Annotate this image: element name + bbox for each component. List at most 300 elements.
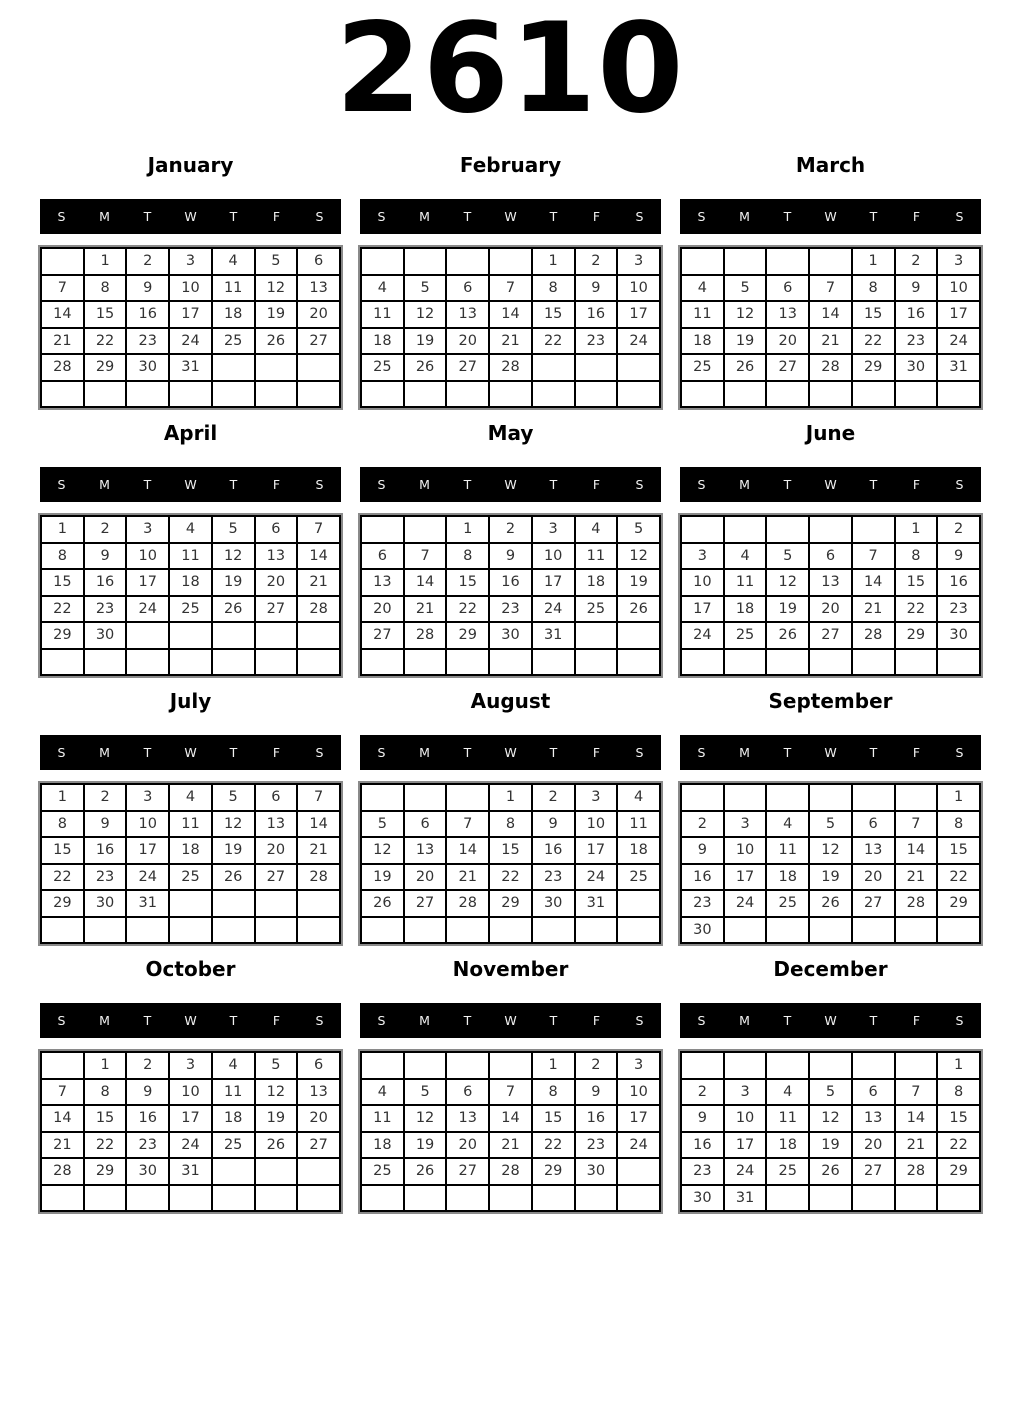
- day-cell: 9: [575, 275, 618, 302]
- weekday-label: S: [315, 477, 324, 492]
- empty-day-cell: [809, 917, 852, 944]
- weekday-label: W: [504, 745, 517, 760]
- day-cell: 28: [41, 1158, 84, 1185]
- day-cell: 19: [361, 864, 404, 891]
- day-cell: 6: [766, 275, 809, 302]
- day-cell: 28: [297, 596, 340, 623]
- week-row: [41, 1105, 340, 1132]
- weekday-label: W: [184, 745, 197, 760]
- week-row: [41, 275, 340, 302]
- day-cell: 25: [169, 596, 212, 623]
- weekday-label: W: [504, 209, 517, 224]
- day-cell: 31: [724, 1185, 767, 1212]
- day-cell: 7: [41, 275, 84, 302]
- empty-day-cell: [895, 784, 938, 811]
- day-cell: 8: [937, 1079, 980, 1106]
- weekday-label: M: [419, 209, 430, 224]
- week-row: [41, 381, 340, 408]
- empty-day-cell: [532, 354, 575, 381]
- week-row: [361, 381, 660, 408]
- day-cell: 9: [575, 1079, 618, 1106]
- week-row: [681, 864, 980, 891]
- empty-day-cell: [852, 1185, 895, 1212]
- empty-day-cell: [617, 1158, 660, 1185]
- day-cell: 9: [532, 811, 575, 838]
- weekday-label: M: [99, 745, 110, 760]
- day-cell: 25: [169, 864, 212, 891]
- empty-day-cell: [169, 381, 212, 408]
- empty-day-cell: [766, 1052, 809, 1079]
- weekday-header-row: [680, 467, 981, 502]
- day-cell: 20: [361, 596, 404, 623]
- empty-day-cell: [212, 354, 255, 381]
- empty-day-cell: [255, 622, 298, 649]
- day-cell: 31: [937, 354, 980, 381]
- day-cell: 29: [532, 1158, 575, 1185]
- day-cell: 23: [895, 328, 938, 355]
- weekday-header-row: [680, 1003, 981, 1038]
- weekday-label: S: [57, 209, 66, 224]
- day-cell: 28: [489, 354, 532, 381]
- day-cell: 10: [681, 569, 724, 596]
- day-cell: 12: [809, 837, 852, 864]
- day-cell: 15: [895, 569, 938, 596]
- week-row: [361, 864, 660, 891]
- weekday-label: T: [549, 745, 558, 760]
- day-cell: 15: [84, 1105, 127, 1132]
- day-cell: 11: [724, 569, 767, 596]
- empty-day-cell: [617, 1185, 660, 1212]
- week-row: [41, 248, 340, 275]
- week-row: [361, 1105, 660, 1132]
- empty-day-cell: [212, 381, 255, 408]
- day-cell: 4: [617, 784, 660, 811]
- week-row: [681, 301, 980, 328]
- weekday-header-row: [360, 735, 661, 770]
- day-cell: 10: [126, 811, 169, 838]
- day-cell: 1: [532, 1052, 575, 1079]
- day-cell: 27: [255, 864, 298, 891]
- empty-day-cell: [724, 381, 767, 408]
- week-row: [361, 354, 660, 381]
- weekday-header-row: [360, 467, 661, 502]
- day-cell: 27: [852, 890, 895, 917]
- day-cell: 4: [766, 811, 809, 838]
- empty-day-cell: [532, 917, 575, 944]
- empty-day-cell: [809, 1052, 852, 1079]
- day-cell: 24: [617, 1132, 660, 1159]
- day-cell: 4: [766, 1079, 809, 1106]
- week-row: [681, 649, 980, 676]
- week-row: [681, 890, 980, 917]
- day-cell: 10: [617, 1079, 660, 1106]
- day-cell: 14: [404, 569, 447, 596]
- day-cell: 8: [84, 1079, 127, 1106]
- weekday-label: T: [463, 1013, 472, 1028]
- day-cell: 6: [809, 543, 852, 570]
- day-cell: 23: [937, 596, 980, 623]
- day-cell: 19: [255, 301, 298, 328]
- empty-day-cell: [361, 917, 404, 944]
- weekday-label: M: [419, 745, 430, 760]
- day-cell: 21: [809, 328, 852, 355]
- day-cell: 2: [895, 248, 938, 275]
- day-cell: 28: [809, 354, 852, 381]
- empty-day-cell: [575, 381, 618, 408]
- day-cell: 8: [41, 543, 84, 570]
- empty-day-cell: [724, 516, 767, 543]
- day-cell: 1: [937, 784, 980, 811]
- weekday-label: S: [57, 745, 66, 760]
- week-row: [361, 1185, 660, 1212]
- weekday-label: S: [635, 209, 644, 224]
- week-row: [41, 569, 340, 596]
- week-row: [41, 543, 340, 570]
- day-cell: 5: [404, 275, 447, 302]
- day-cell: 25: [766, 1158, 809, 1185]
- day-cell: 27: [852, 1158, 895, 1185]
- day-cell: 4: [681, 275, 724, 302]
- empty-day-cell: [169, 890, 212, 917]
- day-cell: 16: [489, 569, 532, 596]
- week-row: [681, 381, 980, 408]
- day-cell: 19: [212, 569, 255, 596]
- day-cell: 10: [126, 543, 169, 570]
- day-cell: 12: [809, 1105, 852, 1132]
- day-cell: 12: [404, 301, 447, 328]
- day-cell: 20: [852, 1132, 895, 1159]
- day-cell: 11: [575, 543, 618, 570]
- day-cell: 24: [169, 328, 212, 355]
- day-cell: 13: [255, 543, 298, 570]
- day-cell: 9: [681, 1105, 724, 1132]
- day-cell: 3: [575, 784, 618, 811]
- day-cell: 22: [489, 864, 532, 891]
- day-cell: 7: [297, 784, 340, 811]
- empty-day-cell: [681, 381, 724, 408]
- weekday-label: T: [463, 745, 472, 760]
- day-cell: 30: [532, 890, 575, 917]
- weekday-label: S: [697, 477, 706, 492]
- day-cell: 11: [212, 1079, 255, 1106]
- weekday-label: S: [635, 1013, 644, 1028]
- day-cell: 15: [937, 1105, 980, 1132]
- weekday-label: S: [635, 477, 644, 492]
- day-cell: 24: [532, 596, 575, 623]
- empty-day-cell: [937, 917, 980, 944]
- day-cell: 20: [852, 864, 895, 891]
- day-cell: 22: [895, 596, 938, 623]
- weekday-header-row: [40, 467, 341, 502]
- day-cell: 22: [937, 1132, 980, 1159]
- week-row: [41, 811, 340, 838]
- day-cell: 14: [297, 543, 340, 570]
- month-block: [680, 958, 981, 1212]
- weekday-label: M: [419, 1013, 430, 1028]
- empty-day-cell: [126, 622, 169, 649]
- empty-day-cell: [361, 1052, 404, 1079]
- day-cell: 7: [297, 516, 340, 543]
- day-cell: 8: [937, 811, 980, 838]
- day-cell: 9: [937, 543, 980, 570]
- empty-day-cell: [255, 354, 298, 381]
- empty-day-cell: [212, 1185, 255, 1212]
- weekday-label: T: [783, 477, 792, 492]
- month-title: November: [452, 957, 569, 981]
- week-row: [361, 622, 660, 649]
- week-row: [361, 516, 660, 543]
- empty-day-cell: [766, 784, 809, 811]
- day-cell: 24: [169, 1132, 212, 1159]
- day-cell: 9: [895, 275, 938, 302]
- day-cell: 17: [937, 301, 980, 328]
- day-cell: 7: [446, 811, 489, 838]
- day-cell: 28: [297, 864, 340, 891]
- month-block: [360, 422, 661, 676]
- day-cell: 23: [84, 864, 127, 891]
- day-cell: 26: [212, 596, 255, 623]
- weekday-label: W: [504, 1013, 517, 1028]
- weekday-label: S: [697, 209, 706, 224]
- empty-day-cell: [255, 381, 298, 408]
- day-cell: 23: [126, 1132, 169, 1159]
- empty-day-cell: [212, 917, 255, 944]
- empty-day-cell: [255, 649, 298, 676]
- week-row: [681, 1132, 980, 1159]
- day-cell: 3: [724, 1079, 767, 1106]
- day-cell: 21: [489, 328, 532, 355]
- day-cell: 21: [41, 1132, 84, 1159]
- day-cell: 23: [681, 1158, 724, 1185]
- day-cell: 31: [532, 622, 575, 649]
- empty-day-cell: [766, 917, 809, 944]
- empty-day-cell: [41, 248, 84, 275]
- day-cell: 5: [617, 516, 660, 543]
- weekday-label: M: [739, 1013, 750, 1028]
- day-cell: 1: [489, 784, 532, 811]
- day-cell: 20: [297, 301, 340, 328]
- empty-day-cell: [489, 1185, 532, 1212]
- day-cell: 5: [809, 811, 852, 838]
- day-cell: 9: [126, 1079, 169, 1106]
- day-cell: 6: [404, 811, 447, 838]
- weekday-label: F: [272, 745, 281, 760]
- day-cell: 17: [617, 1105, 660, 1132]
- empty-day-cell: [84, 917, 127, 944]
- empty-day-cell: [361, 649, 404, 676]
- day-cell: 20: [766, 328, 809, 355]
- month-grid: [360, 247, 661, 408]
- day-cell: 23: [532, 864, 575, 891]
- day-cell: 5: [404, 1079, 447, 1106]
- week-row: [41, 301, 340, 328]
- day-cell: 18: [766, 864, 809, 891]
- weekday-label: M: [99, 209, 110, 224]
- month-block: [360, 690, 661, 944]
- week-row: [41, 354, 340, 381]
- day-cell: 11: [361, 1105, 404, 1132]
- day-cell: 6: [446, 1079, 489, 1106]
- week-row: [681, 1079, 980, 1106]
- day-cell: 3: [126, 516, 169, 543]
- empty-day-cell: [126, 1185, 169, 1212]
- day-cell: 14: [895, 837, 938, 864]
- weekday-label: S: [57, 477, 66, 492]
- weekday-label: T: [869, 477, 878, 492]
- day-cell: 27: [404, 890, 447, 917]
- weekday-label: W: [184, 209, 197, 224]
- day-cell: 16: [681, 1132, 724, 1159]
- day-cell: 17: [532, 569, 575, 596]
- day-cell: 15: [532, 1105, 575, 1132]
- day-cell: 2: [489, 516, 532, 543]
- empty-day-cell: [446, 917, 489, 944]
- week-row: [41, 1132, 340, 1159]
- week-row: [361, 811, 660, 838]
- day-cell: 26: [404, 354, 447, 381]
- empty-day-cell: [41, 381, 84, 408]
- day-cell: 26: [809, 1158, 852, 1185]
- weekday-label: T: [229, 209, 238, 224]
- day-cell: 29: [489, 890, 532, 917]
- week-row: [361, 543, 660, 570]
- day-cell: 29: [446, 622, 489, 649]
- day-cell: 12: [212, 543, 255, 570]
- day-cell: 11: [617, 811, 660, 838]
- empty-day-cell: [255, 917, 298, 944]
- day-cell: 26: [361, 890, 404, 917]
- weekday-label: F: [592, 1013, 601, 1028]
- empty-day-cell: [169, 622, 212, 649]
- day-cell: 13: [766, 301, 809, 328]
- weekday-label: W: [824, 745, 837, 760]
- week-row: [681, 543, 980, 570]
- day-cell: 13: [852, 1105, 895, 1132]
- day-cell: 11: [766, 837, 809, 864]
- day-cell: 29: [937, 1158, 980, 1185]
- empty-day-cell: [361, 784, 404, 811]
- day-cell: 17: [724, 864, 767, 891]
- day-cell: 5: [361, 811, 404, 838]
- day-cell: 26: [212, 864, 255, 891]
- day-cell: 4: [212, 248, 255, 275]
- empty-day-cell: [489, 1052, 532, 1079]
- day-cell: 5: [724, 275, 767, 302]
- day-cell: 4: [169, 784, 212, 811]
- day-cell: 25: [617, 864, 660, 891]
- day-cell: 10: [724, 837, 767, 864]
- day-cell: 27: [809, 622, 852, 649]
- empty-day-cell: [809, 649, 852, 676]
- weekday-label: T: [783, 209, 792, 224]
- weekday-label: W: [824, 209, 837, 224]
- empty-day-cell: [575, 622, 618, 649]
- day-cell: 3: [724, 811, 767, 838]
- day-cell: 1: [84, 1052, 127, 1079]
- day-cell: 2: [532, 784, 575, 811]
- empty-day-cell: [809, 516, 852, 543]
- month-title: October: [145, 957, 236, 981]
- empty-day-cell: [724, 784, 767, 811]
- week-row: [681, 516, 980, 543]
- day-cell: 25: [361, 354, 404, 381]
- empty-day-cell: [212, 649, 255, 676]
- day-cell: 7: [895, 811, 938, 838]
- day-cell: 8: [532, 275, 575, 302]
- day-cell: 19: [724, 328, 767, 355]
- day-cell: 15: [84, 301, 127, 328]
- weekday-label: S: [315, 745, 324, 760]
- day-cell: 23: [84, 596, 127, 623]
- empty-day-cell: [212, 1158, 255, 1185]
- weekday-label: T: [549, 209, 558, 224]
- day-cell: 18: [212, 1105, 255, 1132]
- weekday-label: T: [229, 745, 238, 760]
- weekday-label: W: [184, 1013, 197, 1028]
- day-cell: 19: [404, 1132, 447, 1159]
- weekday-label: T: [869, 745, 878, 760]
- day-cell: 8: [41, 811, 84, 838]
- day-cell: 29: [852, 354, 895, 381]
- day-cell: 11: [766, 1105, 809, 1132]
- empty-day-cell: [724, 1052, 767, 1079]
- day-cell: 14: [41, 1105, 84, 1132]
- day-cell: 3: [532, 516, 575, 543]
- day-cell: 2: [575, 248, 618, 275]
- day-cell: 10: [937, 275, 980, 302]
- day-cell: 13: [361, 569, 404, 596]
- empty-day-cell: [404, 1052, 447, 1079]
- day-cell: 13: [852, 837, 895, 864]
- empty-day-cell: [766, 516, 809, 543]
- empty-day-cell: [617, 622, 660, 649]
- week-row: [361, 784, 660, 811]
- empty-day-cell: [361, 381, 404, 408]
- day-cell: 16: [126, 301, 169, 328]
- day-cell: 27: [297, 328, 340, 355]
- day-cell: 18: [681, 328, 724, 355]
- day-cell: 14: [895, 1105, 938, 1132]
- month-grid: [680, 515, 981, 676]
- week-row: [681, 622, 980, 649]
- day-cell: 12: [255, 1079, 298, 1106]
- day-cell: 26: [255, 1132, 298, 1159]
- day-cell: 30: [84, 622, 127, 649]
- weekday-label: S: [377, 209, 386, 224]
- empty-day-cell: [681, 248, 724, 275]
- day-cell: 30: [895, 354, 938, 381]
- day-cell: 6: [852, 1079, 895, 1106]
- empty-day-cell: [575, 649, 618, 676]
- empty-day-cell: [446, 381, 489, 408]
- day-cell: 25: [575, 596, 618, 623]
- weekday-header-row: [680, 199, 981, 234]
- day-cell: 8: [895, 543, 938, 570]
- week-row: [361, 890, 660, 917]
- day-cell: 9: [126, 275, 169, 302]
- day-cell: 12: [212, 811, 255, 838]
- day-cell: 12: [404, 1105, 447, 1132]
- day-cell: 7: [404, 543, 447, 570]
- day-cell: 12: [361, 837, 404, 864]
- week-row: [361, 275, 660, 302]
- month-title: June: [805, 421, 856, 445]
- weekday-label: W: [504, 477, 517, 492]
- weekday-label: S: [377, 1013, 386, 1028]
- day-cell: 15: [937, 837, 980, 864]
- weekday-label: S: [955, 1013, 964, 1028]
- day-cell: 29: [937, 890, 980, 917]
